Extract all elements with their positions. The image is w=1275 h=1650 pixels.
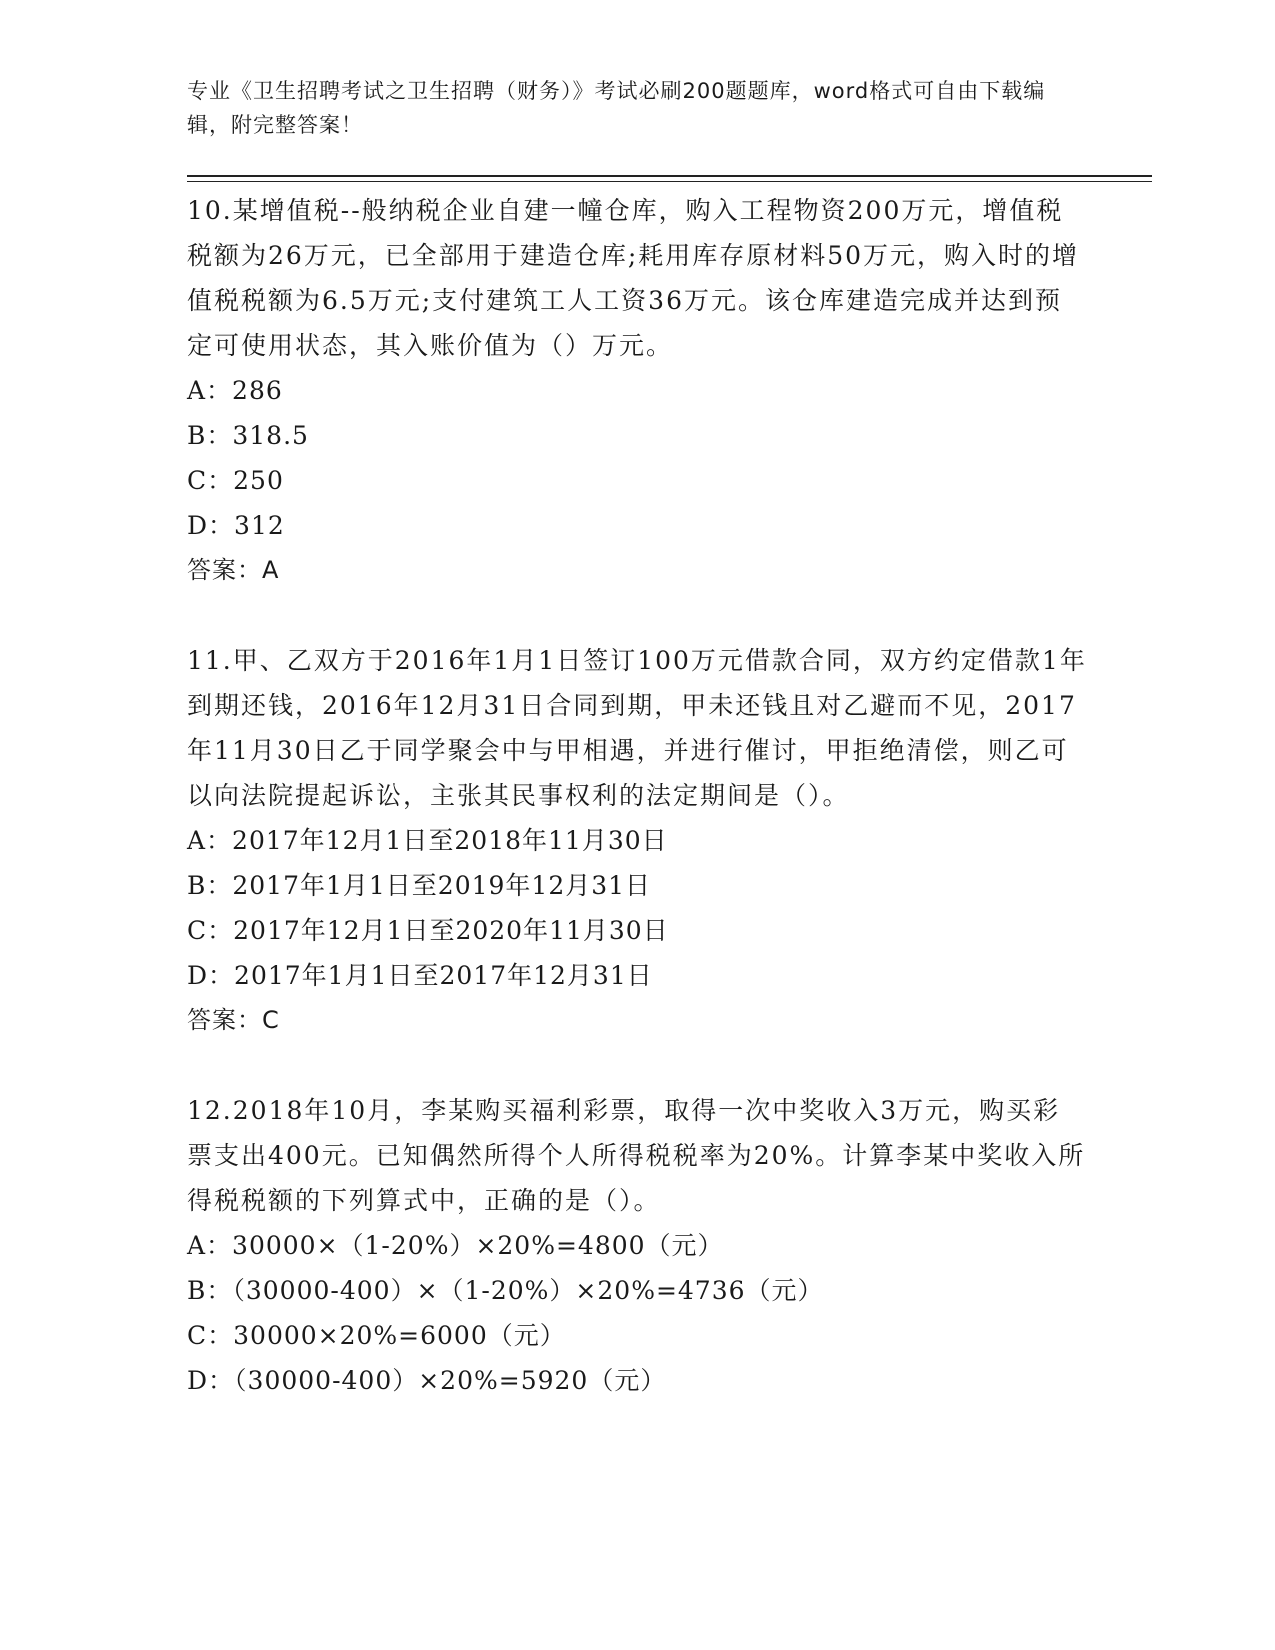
answer-label: 答案：C: [187, 1006, 280, 1034]
question-12: [187, 1088, 1087, 1403]
document-header-title: 专业《卫生招聘考试之卫生招聘（财务）》考试必刷200题题库，word格式可自由下载编辑，附完整答案！: [187, 79, 1046, 137]
header-divider-thin: [187, 181, 1152, 182]
option-c: C：30000×20%=6000（元）: [187, 1321, 566, 1350]
option-a: A：286: [187, 376, 283, 405]
option-b: B：（30000-400）×（1-20%）×20%=4736（元）: [187, 1276, 824, 1305]
option-a: A：2017年12月1日至2018年11月30日: [187, 826, 668, 855]
option-d: D：（30000-400）×20%=5920（元）: [187, 1366, 667, 1395]
question-11: [187, 638, 1087, 1043]
question-list: [187, 188, 1087, 1403]
option-c: C：2017年12月1日至2020年11月30日: [187, 916, 669, 945]
question-spacer: [187, 1043, 1087, 1088]
question-10: [187, 188, 1087, 593]
header-divider-thick: [187, 175, 1152, 177]
option-a: A：30000×（1-20%）×20%=4800（元）: [187, 1231, 724, 1260]
question-stem: 10.某增值税--般纳税企业自建一幢仓库，购入工程物资200万元，增值税税额为26万元，已全部用于建造仓库;耗用库存原材料50万元，购入时的增值税税额为6.5万元;支付建筑工人工资36万元。该仓库建造完成并达到预定可使用状态，其入账价值为（）万元。: [187, 196, 1080, 360]
option-c: C：250: [187, 466, 284, 495]
question-spacer: [187, 593, 1087, 638]
option-d: D：312: [187, 511, 285, 540]
option-b: B：2017年1月1日至2019年12月31日: [187, 871, 652, 900]
question-stem: 12.2018年10月，李某购买福利彩票，取得一次中奖收入3万元，购买彩票支出400元。已知偶然所得个人所得税税率为20%。计算李某中奖收入所得税税额的下列算式中，正确的是（）。: [187, 1096, 1086, 1215]
answer-label: 答案：A: [187, 556, 280, 584]
question-stem: 11.甲、乙双方于2016年1月1日签订100万元借款合同，双方约定借款1年到期还钱，2016年12月31日合同到期，甲未还钱且对乙避而不见，2017年11月30日乙于同学聚会中与甲相遇，并进行催讨，甲拒绝清偿，则乙可以向法院提起诉讼，主张其民事权利的法定期间是（）。: [187, 646, 1087, 810]
option-d: D：2017年1月1日至2017年12月31日: [187, 961, 653, 990]
option-b: B：318.5: [187, 421, 309, 450]
